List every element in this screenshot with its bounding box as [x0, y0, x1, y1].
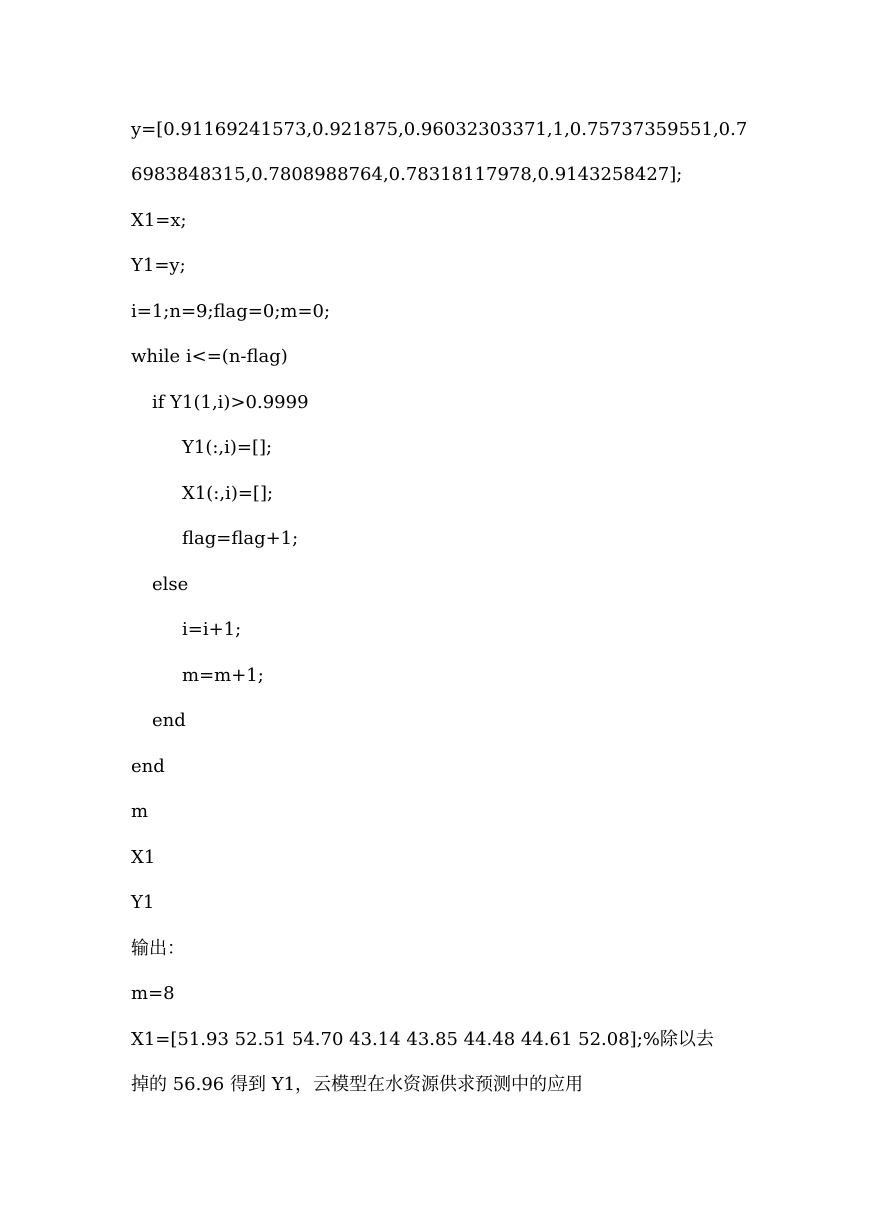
code-line-m-increment: m=m+1; [182, 665, 264, 686]
code-line-i-increment: i=i+1; [182, 619, 242, 640]
code-line-y1: Y1 [131, 892, 155, 913]
code-line-end-if: end [152, 710, 186, 731]
code-line-y1-assign: Y1=y; [131, 255, 186, 276]
code-line-x1-assign: X1=x; [131, 210, 187, 231]
output-heading: 输出： [131, 938, 185, 959]
code-line-while: while i<=(n-flag) [131, 346, 288, 367]
code-line-end-while: end [131, 756, 165, 777]
code-line-x1-delete: X1(:,i)=[]; [182, 483, 274, 504]
code-line-flag-increment: flag=flag+1; [182, 528, 299, 549]
code-line-m: m [131, 801, 149, 822]
code-line-init-vars: i=1;n=9;flag=0;m=0; [131, 301, 331, 322]
body-text-line: 掉的 56.96 得到 Y1，云模型在水资源供求预测中的应用 [131, 1074, 584, 1095]
code-line-else: else [152, 574, 189, 595]
code-line-x1: X1 [131, 847, 156, 868]
code-line-y1-delete: Y1(:,i)=[]; [182, 437, 273, 458]
code-line-y-array-part1: y=[0.91169241573,0.921875,0.96032303371,1,0.75737359551,0.7 [131, 119, 748, 140]
output-m-value: m=8 [131, 983, 175, 1004]
code-line-if: if Y1(1,i)>0.9999 [152, 392, 309, 413]
output-x1-array: X1=[51.93 52.51 54.70 43.14 43.85 44.48 44.61 52.08];%除以去 [131, 1029, 714, 1050]
code-line-y-array-part2: 6983848315,0.7808988764,0.78318117978,0.9143258427]; [131, 164, 683, 185]
